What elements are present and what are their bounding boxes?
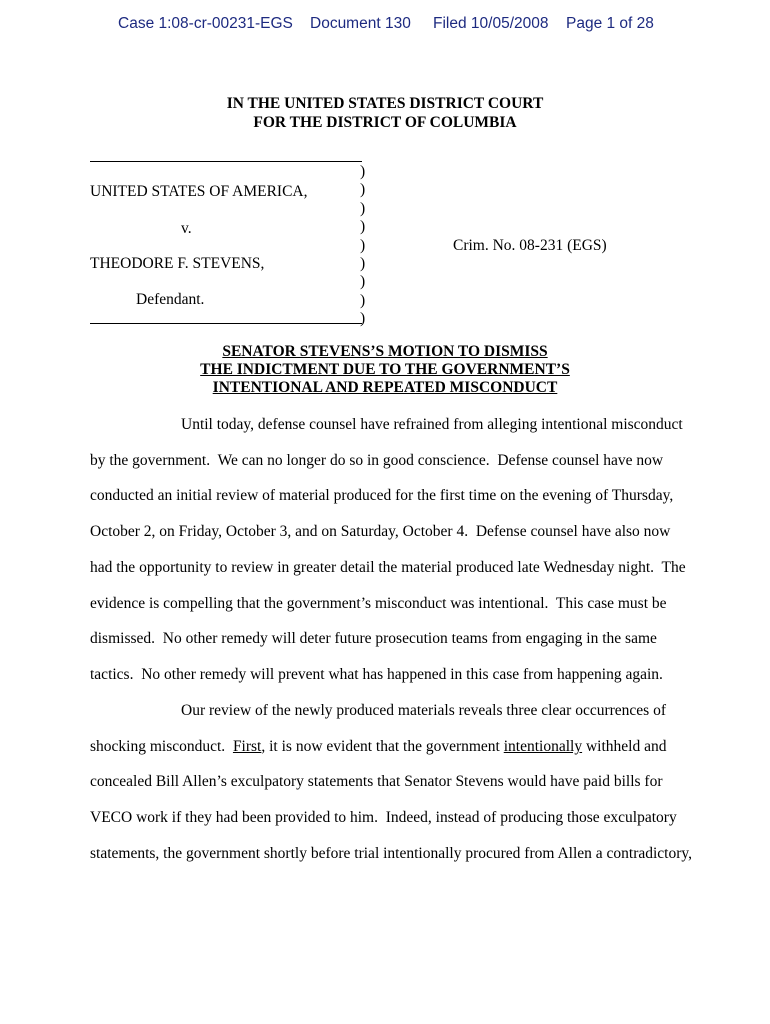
caption-top-rule [90, 161, 362, 162]
filed-date-header: Filed 10/05/2008 [433, 15, 549, 32]
caption-paren: ) [360, 218, 366, 236]
case-number-header: Case 1:08-cr-00231-EGS [118, 15, 293, 32]
caption-parentheses [360, 163, 365, 329]
body-text: shocking misconduct. [90, 738, 233, 755]
body-line: evidence is compelling that the government’s misconduct was intentional. This case must be [90, 595, 667, 612]
defendant-label: Defendant. [136, 291, 205, 308]
body-text: withheld and [582, 738, 667, 755]
body-line: dismissed. No other remedy will deter future prosecution teams from engaging in the same [90, 630, 657, 647]
caption-paren: ) [360, 254, 366, 272]
body-line: Until today, defense counsel have refrained from alleging intentional misconduct [181, 416, 683, 433]
emphasis-first: First [232, 738, 262, 755]
court-heading [0, 94, 770, 132]
body-line: VECO work if they had been provided to him. Indeed, instead of producing those exculpatory [90, 809, 677, 826]
criminal-case-number: Crim. No. 08-231 (EGS) [453, 237, 607, 254]
caption-paren: ) [360, 310, 366, 328]
court-heading-line2: FOR THE DISTRICT OF COLUMBIA [253, 114, 517, 131]
document-number-header: Document 130 [310, 15, 411, 32]
court-heading-line1: IN THE UNITED STATES DISTRICT COURT [226, 95, 544, 112]
body-line: conducted an initial review of material produced for the first time on the evening of Thursday, [90, 487, 674, 504]
caption-paren: ) [360, 236, 366, 254]
versus-label: v. [181, 220, 192, 237]
motion-title-line1: SENATOR STEVENS’S MOTION TO DISMISS [222, 343, 548, 360]
body-line: tactics. No other remedy will prevent what has happened in this case from happening again. [90, 666, 663, 683]
body-line: October 2, on Friday, October 3, and on Saturday, October 4. Defense counsel have also now [90, 523, 671, 540]
defendant-name: THEODORE F. STEVENS, [90, 255, 265, 272]
caption-paren: ) [360, 273, 366, 291]
caption-paren: ) [360, 181, 366, 199]
body-line: statements, the government shortly before trial intentionally procured from Allen a contradictory, [90, 845, 693, 862]
body-line: had the opportunity to review in greater detail the material produced late Wednesday night. The [90, 559, 686, 576]
body-line: concealed Bill Allen’s exculpatory statements that Senator Stevens would have paid bills for [90, 773, 663, 790]
caption-paren: ) [360, 163, 366, 180]
body-line: by the government. We can no longer do so in good conscience. Defense counsel have now [90, 452, 664, 469]
motion-title [0, 343, 770, 397]
caption-bottom-rule [90, 323, 362, 324]
page-number-header: Page 1 of 28 [566, 15, 654, 32]
body-line: Our review of the newly produced materials reveals three clear occurrences of [181, 702, 666, 719]
caption-paren: ) [360, 291, 366, 309]
motion-title-line3: INTENTIONAL AND REPEATED MISCONDUCT [212, 379, 558, 396]
body-text: , it is now evident that the government [261, 738, 504, 755]
caption-paren: ) [360, 199, 366, 217]
ecf-header [0, 15, 770, 39]
plaintiff-name: UNITED STATES OF AMERICA, [90, 183, 308, 200]
motion-title-line2: THE INDICTMENT DUE TO THE GOVERNMENT’S [200, 361, 570, 378]
body-line [90, 738, 666, 756]
emphasis-intentionally: intentionally [503, 738, 583, 755]
